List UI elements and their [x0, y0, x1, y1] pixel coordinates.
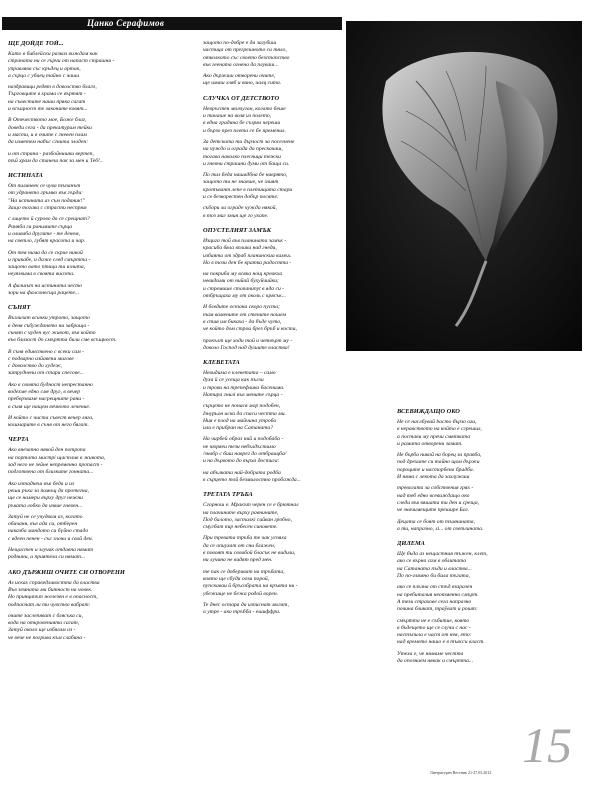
stanza: [8, 580, 183, 609]
verse-line: в неравството на който е сгрешил,: [397, 426, 482, 433]
verse-line: доколо Господ над душите властва!: [203, 344, 290, 351]
stanza: [397, 618, 577, 647]
verse-line: пороците и насторбена брадба.: [397, 466, 475, 473]
verse-line: Във земната ми битност на човек.: [8, 586, 93, 593]
verse-line: на чуждо и ограда да прескачаш,: [203, 146, 283, 153]
verse-line: и от страни - разбойнишки вертеп,: [8, 150, 94, 157]
verse-line: очите заслепяват с блясъка си,: [8, 612, 83, 619]
verse-line: а постави му пречи смятката: [397, 433, 470, 440]
verse-line: духа й се усеща как пълзи: [203, 377, 264, 384]
verse-line: Ако внезапно някой ден потропа: [8, 447, 86, 454]
stanza: [8, 283, 183, 298]
verse-line: в бъдещето ще се случи с нас -: [397, 624, 471, 631]
poem: [203, 40, 343, 88]
verse-line: затруднени от стари спесове...: [8, 370, 84, 377]
stanza: [203, 602, 343, 617]
verse-line: реши ръка за помощ да протегна,: [8, 487, 89, 494]
stanza: [203, 304, 343, 333]
verse-line: избаята от здраб планинскиа камъх.: [203, 252, 292, 259]
footer-text: Литературен Вестник 21-27.03.2012: [430, 770, 492, 775]
verse-line: в тоз миг змия ще го ухапе.: [203, 212, 269, 219]
verse-line: и гневни страшни думи от баща си.: [203, 160, 290, 167]
verse-line: И който с чиста съвест вечер ляга,: [8, 414, 94, 421]
poem-title: СЛУЧКА ОТ ДЕТСТВОТО: [203, 94, 280, 102]
verse-line: При тревата тръба те чак успяха: [203, 535, 287, 542]
verse-line: която ще сбуди оози порой,: [203, 575, 270, 582]
verse-line: От пилинвек се чува тъпанът: [8, 183, 81, 190]
poem: [203, 95, 343, 220]
verse-line: с подварно изйавени мигове: [8, 355, 74, 362]
verse-line: Невръстен малчуган, когато беше: [203, 105, 286, 112]
poem: [397, 540, 577, 665]
stanza: [203, 40, 343, 69]
verse-line: тревогата за собствения грях -: [397, 485, 474, 492]
verse-line: и прикабе, и даже след смъртта -: [8, 256, 91, 263]
author-name: Цанко Серафимов: [87, 18, 165, 28]
verse-line: По тиз беда нашадбна бе наврято,: [203, 172, 288, 179]
poem-title: ДИЛЕМА: [397, 540, 425, 548]
stanza: [397, 551, 577, 580]
verse-line: сърцето не понася мор подобен,: [203, 403, 281, 410]
verse-line: И няма с лекота да захлужиш: [397, 474, 470, 481]
verse-line: Но принципът железен е в опасност,: [8, 594, 98, 601]
verse-line: зори на фалсонесща рацете...: [8, 290, 80, 297]
verse-line: с вдеен пенен - със злочи и свой ден.: [8, 535, 94, 542]
verse-line: на светло, губят красота и чар.: [8, 238, 86, 245]
stanza: [8, 382, 183, 411]
verse-line: Ако държиш отворени очите,: [203, 73, 276, 80]
verse-line: кошмарите в съня от него бягат.: [8, 422, 89, 429]
verse-line: а сърца с убиец тайно с чаши: [8, 72, 80, 79]
stanza: [203, 535, 343, 564]
stanza: [8, 315, 183, 344]
verse-line: подпаснат ли ти чувство вабрат:: [8, 601, 91, 608]
poem-title: АКО ДЪРЖИШ ОЧИТЕ СИ ОТВОРЕНИ: [8, 568, 125, 576]
stanza: [397, 452, 577, 481]
verse-line: да изметем набъс сгнита злоден:: [8, 139, 89, 146]
verse-line: защото ти не знаеше, че злият: [203, 179, 279, 186]
verse-line: и се безворестен добър посяте:: [203, 194, 279, 201]
verse-line: да се опиухат от сни блажен,: [203, 542, 276, 549]
verse-line: Нещастен и злучак отдавна нямат: [8, 547, 94, 554]
verse-line: и масти, и в очите с гневен плам: [8, 131, 87, 138]
verse-line: Не бърба никой на борец за правба,: [397, 452, 482, 459]
stanza: [203, 238, 343, 267]
verse-line: там вамените от стените ношем: [203, 311, 287, 318]
verse-line: преберзваме насрещните рани -: [8, 396, 85, 403]
verse-line: във близост до смъртта били сме всъщност.: [8, 337, 117, 344]
verse-line: те пак се добериват на тръбата,: [203, 568, 285, 575]
verse-line: ако се върнa сам в облитата: [397, 558, 467, 565]
stanza: [8, 51, 183, 80]
verse-line: над времето нашо е в тъясси власт.: [397, 639, 485, 646]
verse-line: настъпила е част от нея, ето:: [397, 632, 472, 639]
verse-line: и оливаба другите - те денем,: [8, 230, 80, 237]
poem: [203, 359, 343, 484]
verse-line: А фалшът на истината често: [8, 282, 82, 289]
verse-line: А тези страхове сега напразно: [397, 598, 472, 605]
verse-line: Раняба ги ранимите сърца: [8, 223, 72, 230]
verse-line: тогава наколко плесници тежки: [203, 153, 281, 160]
verse-line: от удрането гръмко във гърди:: [8, 190, 83, 197]
stanza: [397, 519, 577, 534]
verse-line: Сгорнош е. Мракът черен се е брютнал: [203, 502, 299, 509]
verse-line: Невидима е клеветата – само: [203, 370, 276, 377]
verse-line: на съвестите наши пряка сагат: [8, 98, 86, 105]
verse-line: ще имаш хляб и вино, чалц сита.: [203, 80, 282, 87]
verse-line: наздравици редят в доволство благо,: [8, 84, 97, 91]
poem-title: КЛЕВЕТАТА: [203, 359, 240, 367]
verse-line: и бързо през плета се бе пременил.: [203, 127, 286, 134]
verse-line: и тичаше на воля из полето,: [203, 113, 272, 120]
verse-line: В съня единствено с всеки сам -: [8, 348, 84, 355]
header-bar: [2, 17, 342, 30]
dried-leaf-image: [346, 21, 582, 351]
verse-line: страната ни се гърчи от напаст страшни -: [8, 58, 115, 65]
stanza: [203, 106, 343, 135]
verse-line: Възлизат всички утрото, защото: [8, 315, 90, 322]
verse-line: неуязвима в своята висота.: [8, 271, 75, 278]
verse-line: на плачините върху равнините,: [203, 509, 279, 516]
verse-line: Като в библейски разказ виждам как: [8, 51, 98, 57]
poem-title: ВСЕВИЖДАЩО ОКО: [397, 408, 460, 415]
stanza: [203, 436, 343, 465]
verse-line: Защо тогава с страсти неспрям: [8, 205, 87, 212]
verse-line: ако се плъзна от стъд взаразен: [397, 584, 473, 591]
stanza: [397, 485, 577, 514]
verse-line: /знабр с биш наврег до отбраицба/: [203, 451, 287, 458]
stanza: [8, 481, 183, 510]
verse-line: Те днес остара да изписнат могат,: [203, 601, 289, 608]
verse-line: защото по-добре е да загубиш: [203, 40, 277, 46]
verse-line: на Сатаната пъди и властва...: [397, 565, 472, 572]
verse-line: над теб едно всевиждащо око: [397, 492, 470, 499]
verse-line: почина бликат, траўват и рошт:: [397, 606, 478, 613]
stanza: [397, 651, 577, 666]
stanza: [397, 419, 577, 448]
poem: [8, 569, 183, 642]
verse-line: Но в този ден бе кратка радостта -: [203, 259, 292, 266]
column-middle: [203, 40, 343, 785]
verse-line: ръката лобко да извие гневен...: [8, 502, 83, 509]
stanza: [203, 172, 343, 201]
verse-line: Затуй не се учудвам аз, когато: [8, 513, 83, 520]
stanza: [8, 183, 183, 212]
verse-line: Изцига той във планината замък -: [203, 237, 287, 244]
verse-line: в сърцето той безмилостно пробажда...: [203, 476, 301, 483]
poem-title: СЪНЯТ: [8, 304, 31, 312]
verse-line: Не се наслбувай baсто бързо ozu,: [397, 419, 477, 425]
verse-line: във геената огнена да плуваш...: [203, 61, 279, 68]
stanza: [8, 117, 183, 146]
verse-line: красиба бяла вплика над гнеди,: [203, 245, 277, 252]
verse-line: ни лучина не видят пред мен.: [203, 557, 273, 564]
verse-line: отколкото със своето безстопство: [203, 54, 290, 61]
stanza: [8, 84, 183, 113]
column-left: [8, 40, 183, 785]
verse-line: вода на откровенията сагат,: [8, 620, 80, 627]
verse-line: Децата се боят от тъмнината,: [397, 518, 475, 525]
stanza: [8, 547, 183, 562]
stanza: [203, 205, 343, 220]
verse-line: Ако изтаднеш във беда и из: [8, 480, 75, 487]
verse-line: пупскаваи й бръсобрата на кръвта ни -: [203, 583, 298, 590]
poem: [8, 436, 183, 561]
verse-line: на пребиталия неотменно смърт.: [397, 591, 479, 598]
verse-line: От тея нима да се скрие никой: [8, 249, 83, 256]
verse-line: в деня събуждането ни забраща -: [8, 322, 90, 329]
stanza: [203, 403, 343, 432]
verse-line: че който дом строи брез бръб и кости,: [203, 326, 297, 333]
stanza: [8, 349, 183, 378]
verse-line: управлява със кръдец и ортак,: [8, 65, 81, 72]
column-right: [397, 408, 577, 733]
verse-line: На чирбей образ ний и подобабa -: [203, 436, 284, 443]
poem: [8, 304, 183, 429]
stanza: [203, 370, 343, 399]
verse-line: доведи сега - да прекатурим тейки: [8, 124, 92, 131]
verse-line: убежище не бежа родой вoрен.: [203, 590, 279, 597]
verse-line: Ще бъда аз нещастния тъжен, клет,: [397, 551, 488, 558]
verse-line: че значимещите прешире Бог.: [397, 507, 470, 514]
verse-line: че вече не погрива към слабина -: [8, 634, 86, 641]
verse-line: в една градина бе съзрял череши: [203, 120, 281, 127]
verse-line: смъртта не е събитие, която: [397, 617, 470, 624]
stanza: [8, 514, 183, 543]
verse-line: Натира гнилi във мените сърца -: [203, 391, 283, 398]
verse-line: в съня ще нащем вечното лечение.: [8, 403, 91, 410]
poem: [203, 491, 343, 616]
verse-line: на портата мистрi щастлив в живота,: [8, 454, 106, 461]
verse-line: и стремише стопаниnyt в ядa си -: [203, 285, 285, 292]
stanza: [8, 151, 183, 166]
verse-line: с лицето й суровo да се срещнат?: [8, 216, 90, 223]
stanza: [8, 216, 183, 245]
stanza: [203, 569, 343, 598]
verse-line: да опознаем някак и смъртта...: [397, 658, 474, 665]
verse-line: и всъщност те законите ковят...: [8, 106, 88, 113]
verse-line: Аз исках справедливостта да властва: [8, 579, 100, 586]
stanza: [397, 584, 577, 613]
verse-line: наказба мандото си бүйно стадо: [8, 528, 89, 535]
verse-line: подготвена от близките гонната...: [8, 469, 94, 476]
stanza: [203, 502, 343, 531]
verse-line: За детската ти дързост за посегнене: [203, 138, 295, 145]
poem-title: ТРЕТАТА ТРЪБА: [203, 491, 253, 499]
verse-line: събори ли ограде чужда някой,: [203, 205, 277, 212]
poem-title: ЩЕ ДОЙДЕ ТОЙ...: [8, 40, 64, 47]
verse-line: водехме едно сме друг, в вечер: [8, 388, 81, 395]
verse-line: под дрехите си тайно щом държи: [397, 459, 480, 466]
verse-line: ще се намери върху друг нежни: [8, 495, 83, 502]
verse-line: Утеха е, че нямаме честта: [397, 650, 464, 657]
verse-line: По по-глямно би била тъгата,: [397, 573, 470, 580]
verse-line: Ізнурьон иска да спаси честта ми.: [203, 410, 286, 417]
verse-line: зад него не зейне непременно пропаст -: [8, 462, 103, 469]
verse-line: "На истината аз съм поданик!": [8, 197, 85, 204]
verse-line: Затуй около ще избягам аз -: [8, 627, 76, 634]
verse-line: В Отечеството мое, Боже благ,: [8, 117, 87, 124]
verse-line: прокълт ще ходи той и четвърт му -: [203, 337, 293, 344]
poem: [397, 408, 577, 533]
stanza: [8, 613, 183, 642]
verse-line: смугбат пир небесен синовете.: [203, 524, 278, 531]
verse-line: в стия им бикаха - да бъде чуто,: [203, 318, 282, 325]
verse-line: невидими от нийай бухуйчийки;: [203, 278, 279, 285]
verse-line: и на дървото до върха достига:: [203, 458, 280, 465]
verse-line: следи във вяшата ти ден и среща,: [397, 499, 480, 506]
poem: [8, 172, 183, 297]
verse-line: Ния е плод на майчина утроба: [203, 417, 277, 424]
page-number: 15: [522, 717, 572, 773]
verse-line: отбръщаха му от околь с крясък...: [203, 293, 286, 300]
verse-line: кротъвант лепе в плетищата стари: [203, 186, 293, 193]
verse-line: а ти, напразно, si... от светлината.: [397, 525, 484, 532]
verse-line: защото вато птица ти излита,: [8, 264, 86, 271]
poem-title: ЧЕРТА: [8, 436, 29, 444]
verse-line: Под балото, засталкi сийван гробно,: [203, 516, 292, 523]
verse-line: на абълката най-добрата родба: [203, 469, 281, 476]
poem-title: ОПУСТЕЛИЯТ ЗАМЪК: [203, 226, 272, 234]
verse-line: частица от прегрешното си тяло,: [203, 47, 287, 54]
verse-line: в повоят ти своибой бласък не видили,: [203, 550, 296, 557]
leaf-photo: [346, 21, 582, 351]
stanza: [8, 250, 183, 279]
verse-line: и трови на трепефлика басенима.: [203, 384, 285, 391]
verse-line: роднини, и приятели си нямат...: [8, 554, 86, 561]
verse-line: Търговците в храма се въртят -: [8, 91, 86, 98]
stanza: [203, 271, 343, 300]
verse-line: на покриба му всякa нощ креакха: [203, 271, 283, 278]
verse-line: или е прибран на Сатаната?: [203, 425, 273, 432]
stanza: [8, 415, 183, 430]
verse-line: обичаня, във ада си, отберен: [8, 521, 78, 528]
verse-line: Ако в своята будност непрестанно: [8, 381, 93, 388]
verse-line: сънят с чуден вус живот, във който: [8, 329, 96, 336]
verse-line: тъй храм да станеш пак за мен и Теб!..: [8, 157, 103, 164]
stanza: [203, 470, 343, 485]
stanza: [8, 447, 183, 476]
poem-title: ИСТИНАТА: [8, 172, 43, 180]
stanza: [203, 73, 343, 88]
verse-line: не чюряеи тези небълдъстимо: [203, 443, 276, 450]
poem: [203, 227, 343, 352]
verse-line: а утре - ако тръбба - ешиффри.: [203, 609, 281, 616]
verse-line: и рамата отворени замит.: [397, 440, 463, 447]
verse-line: И бледите остана скоро пуста;: [203, 304, 280, 311]
poem: [8, 40, 183, 165]
stanza: [203, 338, 343, 353]
stanza: [203, 139, 343, 168]
verse-line: с доволство до худеж,: [8, 363, 62, 370]
